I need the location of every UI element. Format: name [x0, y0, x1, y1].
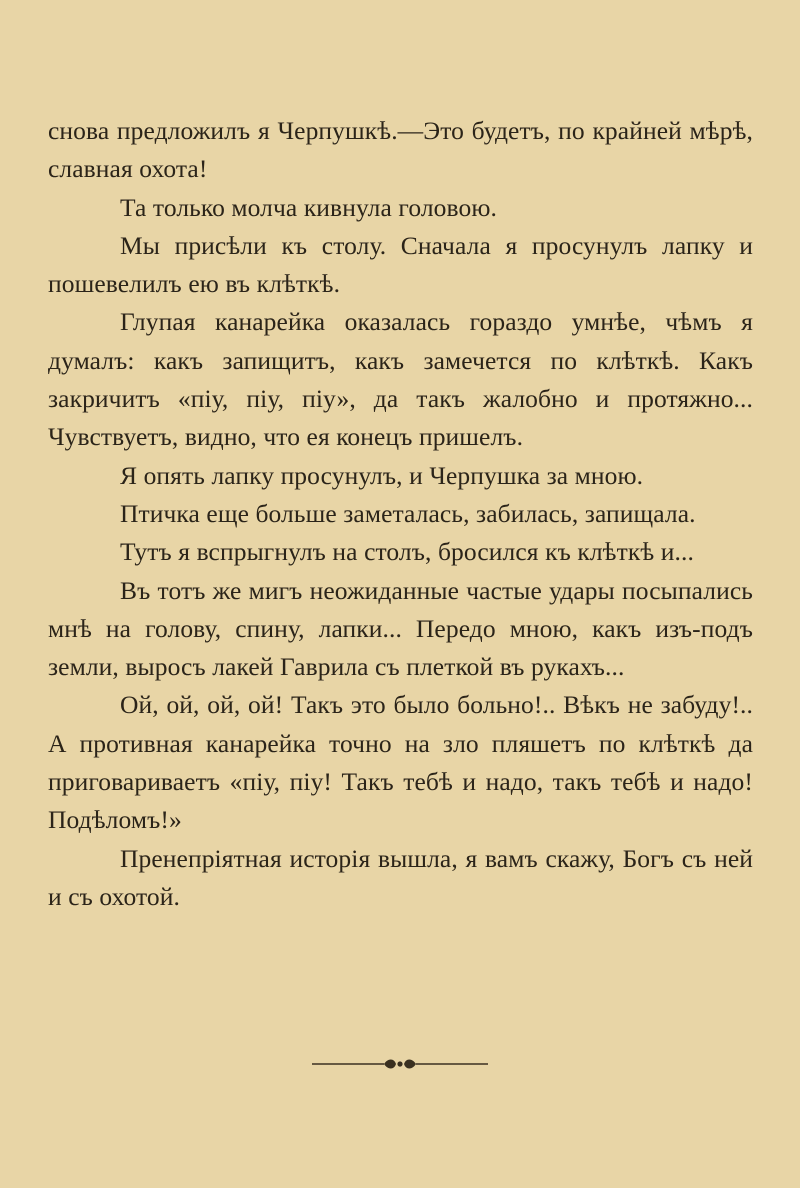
paragraph: Та только молча кивнула головою.: [120, 192, 497, 222]
paragraph: снова предложилъ я Черпушкѣ.—Это будетъ, по крайней мѣрѣ, славная охота!: [48, 116, 753, 184]
paragraph: Мы присѣли къ столу. Сначала я просунулъ лапку и пошевелилъ ею въ клѣткѣ.: [48, 230, 753, 299]
paragraph: Тутъ я вспрыгнулъ на столъ, бросился къ клѣткѣ и...: [120, 537, 694, 567]
paragraph: Ой, ой, ой, ой! Такъ это было больно!.. Вѣкъ не забуду!.. А противная канарейка точно на зло пляшетъ по клѣткѣ да приговариваетъ «пiу, пiу! Такъ тебѣ и надо, такъ тебѣ и надо! Подѣломъ!»: [48, 690, 753, 835]
end-ornament-icon: [312, 1052, 488, 1076]
paragraph: Въ тотъ же мигъ неожиданные частые удары посыпались мнѣ на голову, спину, лапки... Передо мною, какъ изъ-подъ земли, выросъ лакей Гаврила съ плеткой въ рукахъ...: [48, 575, 753, 682]
page-text: [48, 112, 753, 916]
paragraph: Глупая канарейка оказалась гораздо умнѣе, чѣмъ я думалъ: какъ запищитъ, какъ замечется по клѣткѣ. Какъ закричитъ «пiу, пiу, пiу», да такъ жалобно и протяжно... Чувствуетъ, видно, что ея конецъ пришелъ.: [48, 307, 753, 452]
paragraph: Птичка еще больше заметалась, забилась, запищала.: [120, 498, 696, 528]
paragraph: Я опять лапку просунулъ, и Черпушка за мною.: [120, 460, 644, 490]
paragraph: Пренепрiятная исторiя вышла, я вамъ скажу, Богъ съ ней и съ охотой.: [48, 843, 753, 911]
